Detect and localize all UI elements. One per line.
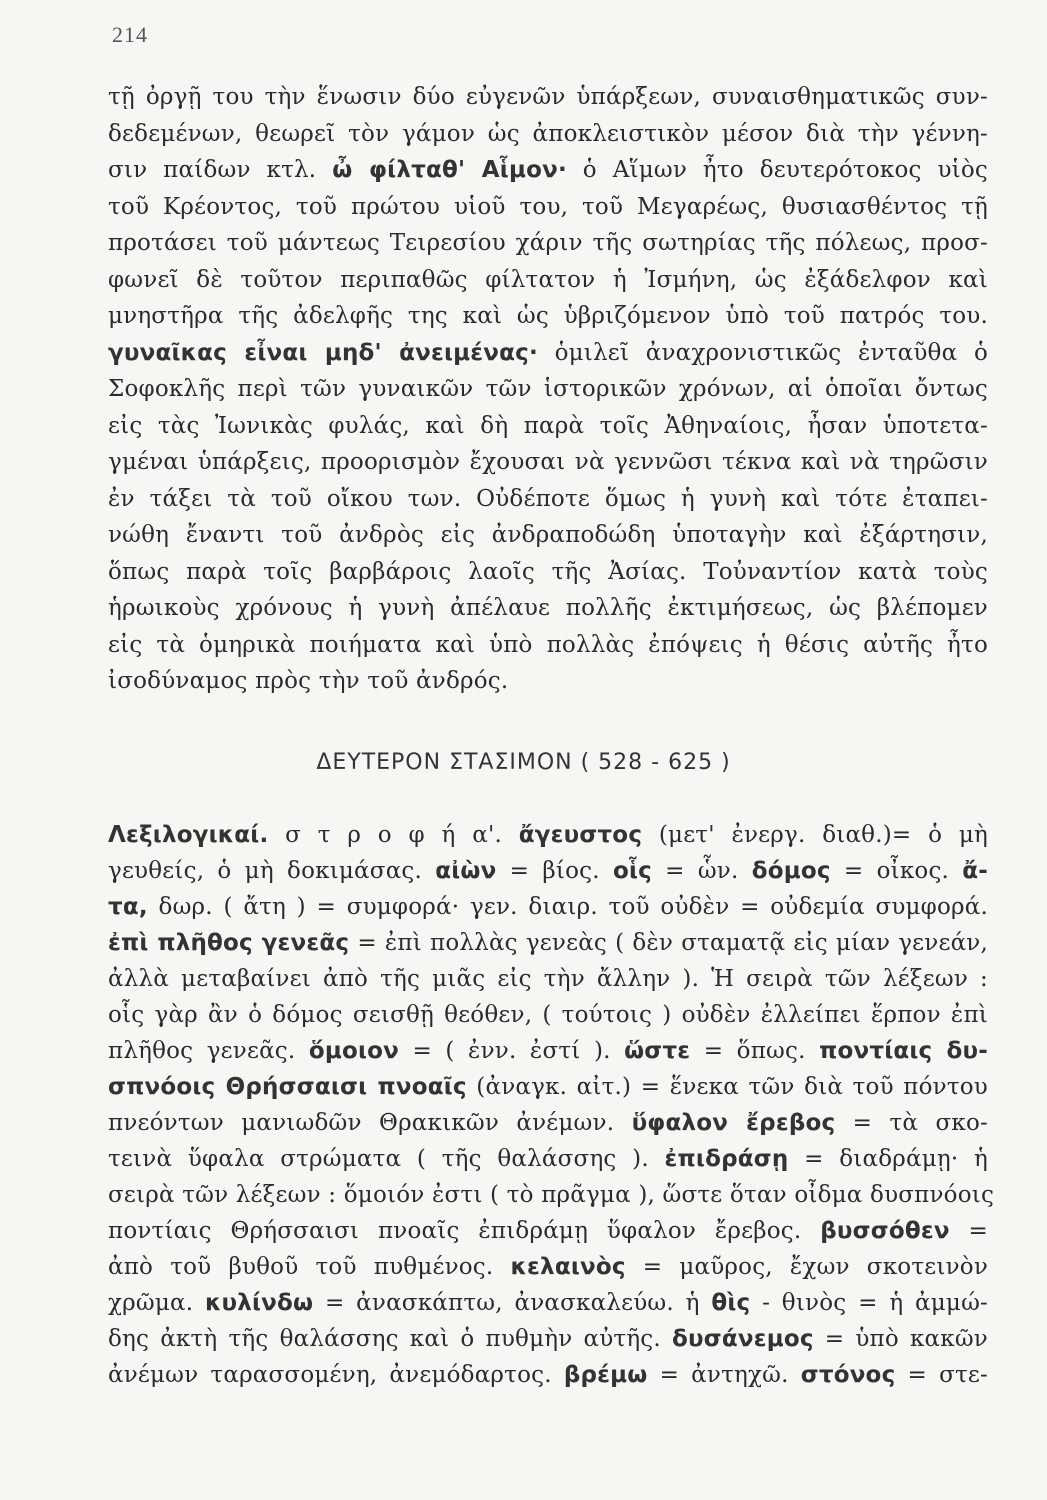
lemma-term: ἐπὶ πλῆθος γενεᾶς bbox=[108, 930, 350, 956]
text-line bbox=[108, 1072, 988, 1102]
lemma-term: ἄγευστος bbox=[518, 822, 643, 848]
text-line bbox=[108, 338, 988, 368]
text-run: τῇ ὀργῇ του τὴν ἕνωσιν δύο εὐγενῶν ὑπάρξεων, συναισθηματικῶς συν- bbox=[108, 84, 988, 110]
text-line bbox=[108, 1360, 988, 1390]
text-line bbox=[108, 119, 988, 149]
text-line bbox=[108, 820, 988, 850]
text-run: ὁ Αἵμων ἦτο δευτερότοκος υἱὸς bbox=[566, 157, 988, 183]
text-line bbox=[108, 1108, 988, 1138]
lemma-term: ὅμοιον bbox=[308, 1038, 400, 1064]
text-line bbox=[108, 1180, 995, 1210]
lemma-term: ὥστε bbox=[624, 1038, 691, 1064]
text-run: δης ἀκτὴ τῆς θαλάσσης καὶ ὁ πυθμὴν αὐτῆς. bbox=[108, 1326, 672, 1352]
text-run: = ἀντηχῶ. bbox=[647, 1362, 801, 1388]
text-run: γευθείς, ὁ μὴ δοκιμάσας. bbox=[108, 858, 436, 884]
text-run: πνεόντων μανιωδῶν Θρακικῶν ἀνέμων. bbox=[108, 1110, 632, 1136]
lemma-term: στόνος bbox=[800, 1362, 896, 1388]
text-run: εἰς τὰ ὁμηρικὰ ποιήματα καὶ ὑπὸ πολλὰς ἐπόψεις ἡ θέσις αὐτῆς ἦτο bbox=[108, 631, 988, 658]
lemma-term: ἐπιδράσῃ bbox=[664, 1146, 789, 1172]
text-run: δεδεμένων, θεωρεῖ τὸν γάμον ὡς ἀποκλειστικὸν μέσον διὰ τὴν γέννη- bbox=[108, 120, 988, 147]
text-line bbox=[108, 484, 988, 514]
text-line bbox=[108, 1288, 988, 1318]
text-run: (μετ' ἐνεργ. διαθ.)= ὁ μὴ bbox=[642, 822, 988, 848]
text-run: νώθη ἔναντι τοῦ ἀνδρὸς εἰς ἀνδραποδώδη ὑποταγὴν καὶ ἐξάρτησιν, bbox=[108, 522, 988, 548]
text-line bbox=[108, 1216, 988, 1246]
lemma-term: δυσάνεμος bbox=[672, 1326, 814, 1352]
lemma-term: θὶς bbox=[711, 1290, 751, 1316]
text-line bbox=[108, 666, 988, 696]
lemma-term: Λεξιλογικαί. bbox=[108, 822, 269, 848]
text-run: = ὑπὸ κακῶν bbox=[813, 1326, 988, 1352]
lemma-term: αἰὼν bbox=[435, 858, 497, 884]
text-run: ποντίαις Θρήσσαισι πνοαῖς ἐπιδράμῃ ὕφαλον ἔρεβος. bbox=[108, 1218, 821, 1244]
text-run: τεινὰ ὕφαλα στρώματα ( τῆς θαλάσσης ). bbox=[108, 1146, 665, 1172]
text-run: γμέναι ὑπάρξεις, προορισμὸν ἔχουσαι νὰ γεννῶσι τέκνα καὶ νὰ τηρῶσιν bbox=[108, 449, 988, 475]
text-line bbox=[108, 630, 988, 660]
text-line bbox=[108, 1144, 988, 1174]
lemma-term: ὕφαλον ἔρεβος bbox=[631, 1110, 836, 1136]
text-run: = βίος. bbox=[496, 858, 613, 884]
text-run: Σοφοκλῆς περὶ τῶν γυναικῶν τῶν ἱστορικῶν χρόνων, αἱ ὁποῖαι ὄντως bbox=[108, 376, 988, 402]
lemma-term: σπνόοις Θρήσσαισι πνοαῖς bbox=[108, 1074, 467, 1100]
text-line bbox=[108, 892, 988, 922]
text-run: = ὅπως. bbox=[690, 1038, 820, 1064]
text-line bbox=[108, 411, 988, 441]
text-run: ἐν τάξει τὰ τοῦ οἴκου των. Οὐδέποτε ὅμως ἡ γυνὴ καὶ τότε ἐταπει- bbox=[108, 485, 988, 512]
text-run: = ἐπὶ πολλὰς γενεὰς ( δὲν σταματᾷ εἰς μίαν γενεάν, bbox=[349, 930, 989, 956]
text-run: πλῆθος γενεᾶς. bbox=[108, 1038, 309, 1064]
lemma-term: βρέμω bbox=[563, 1362, 648, 1388]
text-line bbox=[108, 856, 988, 886]
lemma-term: ἄ- bbox=[962, 858, 989, 884]
text-line bbox=[108, 520, 988, 550]
text-run: χρῶμα. bbox=[108, 1290, 205, 1316]
text-run: = ἀνασκάπτω, ἀνασκαλεύω. ἡ bbox=[313, 1290, 712, 1316]
text-line bbox=[108, 155, 988, 185]
text-line bbox=[108, 228, 988, 258]
text-run: = διαδράμῃ· ἡ bbox=[788, 1146, 988, 1172]
text-run: οἷς γὰρ ἂν ὁ δόμος σεισθῇ θεόθεν, ( τούτοις ) οὐδὲν ἐλλείπει ἕρπον ἐπὶ bbox=[108, 1002, 988, 1028]
text-run: τοῦ Κρέοντος, τοῦ πρώτου υἱοῦ του, τοῦ Μεγαρέως, θυσιασθέντος τῇ bbox=[108, 193, 988, 220]
lemma-term: τα, bbox=[108, 894, 148, 920]
text-run: (ἀναγκ. αἰτ.) = ἕνεκα τῶν διὰ τοῦ πόντου bbox=[466, 1074, 988, 1100]
lemma-term: δόμος bbox=[751, 858, 831, 884]
section-heading: ΔΕΥΤΕΡΟΝ ΣΤΑΣΙΜΟΝ ( 528 - 625 ) bbox=[316, 750, 731, 775]
lemma-term: ὦ φίλταθ' Αἷμον· bbox=[332, 157, 567, 183]
text-run: σειρὰ τῶν λέξεων : ὅμοιόν ἐστι ( τὸ πρᾶγμα ), ὥστε ὅταν οἶδμα δυσπνόοις bbox=[108, 1182, 995, 1208]
text-run: ἀλλὰ μεταβαίνει ἀπὸ τῆς μιᾶς εἰς τὴν ἄλλην ). Ἡ σειρὰ τῶν λέξεων : bbox=[108, 966, 988, 992]
lemma-term: βυσσόθεν bbox=[820, 1218, 950, 1244]
text-line bbox=[108, 82, 988, 112]
text-run: = ( ἐνν. ἐστί ). bbox=[399, 1038, 625, 1064]
text-line bbox=[108, 301, 988, 331]
text-line bbox=[108, 447, 988, 477]
text-line bbox=[108, 1324, 988, 1354]
text-run: μνηστῆρα τῆς ἀδελφῆς της καὶ ὡς ὑβριζόμενον ὑπὸ τοῦ πατρός του. bbox=[108, 303, 988, 329]
text-run: ἰσοδύναμος πρὸς τὴν τοῦ ἀνδρός. bbox=[108, 668, 509, 694]
lemma-term: οἷς bbox=[612, 858, 652, 884]
text-line bbox=[108, 593, 988, 623]
text-line bbox=[108, 964, 988, 994]
text-run: = στε- bbox=[895, 1362, 989, 1388]
text-line bbox=[108, 1000, 988, 1030]
text-run: = μαῦρος, ἔχων σκοτεινὸν bbox=[625, 1254, 989, 1280]
lemma-term: γυναῖκας εἶναι μηδ' ἀνειμένας· bbox=[108, 339, 538, 366]
text-run: ὅπως παρὰ τοῖς βαρβάροις λαοῖς τῆς Ἀσίας. Τοὐναντίον κατὰ τοὺς bbox=[108, 558, 988, 585]
text-run: ἡρωικοὺς χρόνους ἡ γυνὴ ἀπέλαυε πολλῆς ἐκτιμήσεως, ὡς βλέπομεν bbox=[108, 595, 988, 621]
text-run: φωνεῖ δὲ τοῦτον περιπαθῶς φίλτατον ἡ Ἰσμήνη, ὡς ἐξάδελφον καὶ bbox=[108, 266, 988, 293]
text-run: ἀπὸ τοῦ βυθοῦ τοῦ πυθμένος. bbox=[108, 1254, 511, 1280]
text-run: δωρ. ( ἄτη ) = συμφορά· γεν. διαιρ. τοῦ οὐδὲν = οὐδεμία συμφορά. bbox=[147, 894, 988, 920]
text-line bbox=[108, 265, 988, 295]
text-run: = ὧν. bbox=[651, 858, 752, 884]
text-run: ὁμιλεῖ ἀναχρονιστικῶς ἐνταῦθα ὁ bbox=[537, 339, 988, 366]
text-run: = bbox=[949, 1218, 988, 1244]
text-line bbox=[108, 192, 988, 222]
text-run: - θινὸς = ἡ ἀμμώ- bbox=[750, 1290, 988, 1316]
text-run: = οἶκος. bbox=[830, 858, 963, 884]
text-line bbox=[108, 1252, 988, 1282]
lemma-term: κυλίνδω bbox=[204, 1290, 314, 1316]
text-line bbox=[108, 557, 988, 587]
text-line bbox=[108, 1036, 988, 1066]
lemma-term: ποντίαις δυ- bbox=[819, 1038, 988, 1064]
text-line bbox=[108, 374, 988, 404]
text-run: = τὰ σκο- bbox=[835, 1110, 988, 1136]
lemma-term: κελαινὸς bbox=[510, 1254, 626, 1280]
text-run: εἰς τὰς Ἰωνικὰς φυλάς, καὶ δὴ παρὰ τοῖς Ἀθηναίοις, ἦσαν ὑποτετα- bbox=[108, 412, 988, 439]
text-run: σιν παίδων κτλ. bbox=[108, 157, 333, 183]
text-line bbox=[108, 928, 988, 958]
text-run: σ τ ρ ο φ ή α'. bbox=[268, 822, 519, 848]
text-run: προτάσει τοῦ μάντεως Τειρεσίου χάριν τῆς σωτηρίας τῆς πόλεως, προσ- bbox=[108, 230, 988, 256]
text-run: ἀνέμων ταρασσομένη, ἀνεμόδαρτος. bbox=[108, 1362, 564, 1388]
page-number: 214 bbox=[112, 22, 148, 47]
